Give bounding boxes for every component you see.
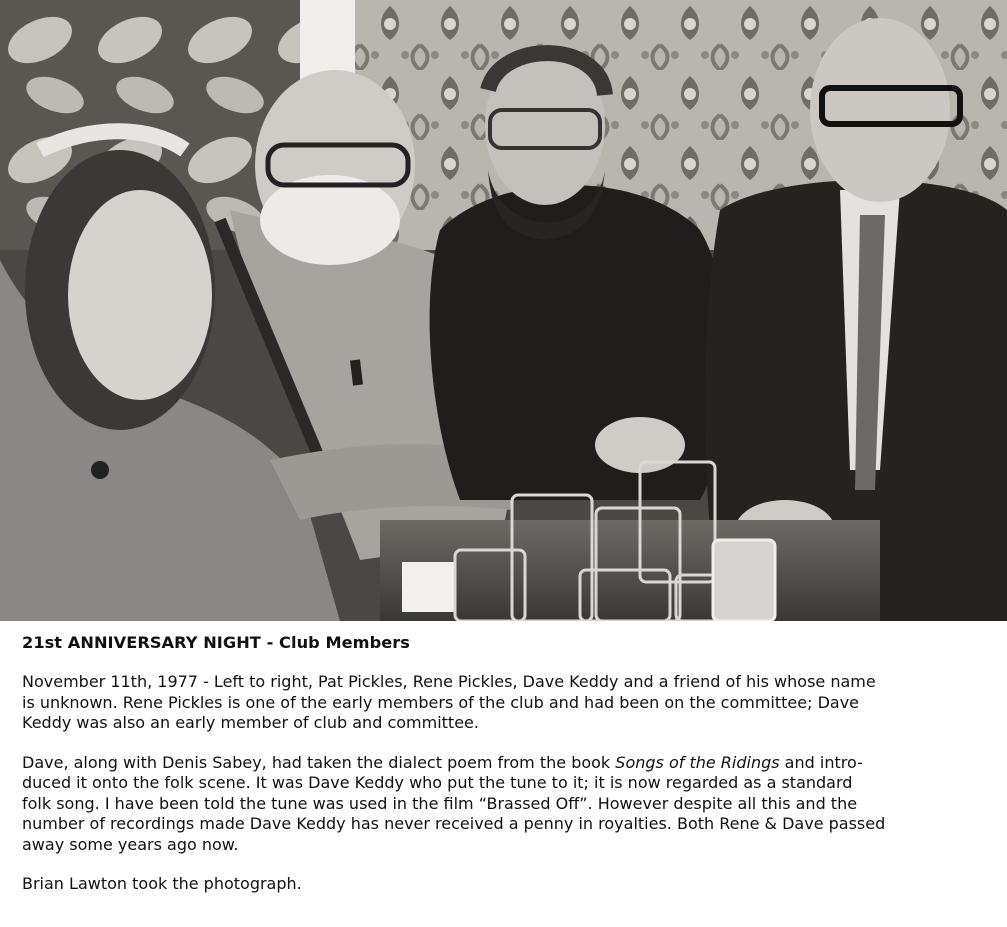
paragraph-2-line-5: away some years ago now. — [22, 834, 239, 854]
paragraph-2-line-4: number of recordings made Dave Keddy has never received a penny in royalties. Both Rene & Dave passed — [22, 814, 886, 833]
caption-paragraph-3: Brian Lawton took the photograph. — [22, 874, 302, 893]
paragraph-2-line-1-start: Dave, along with Denis Sabey, had taken the dialect poem from the book — [22, 752, 616, 772]
caption-paragraph-1 — [22, 672, 982, 734]
paragraph-2-line-1 — [22, 753, 982, 774]
paragraph-2-line-3: folk song. I have been told the tune was used in the film “Brassed Off”. However despite all this and the — [22, 793, 858, 813]
paragraph-1-line-3: Keddy was also an early member of club and committee. — [22, 713, 479, 732]
paragraph-2-line-2: duced it onto the folk scene. It was Dave Keddy who put the tune to it; it is now regarded as a standard — [22, 773, 853, 792]
caption-title: 21st ANNIVERSARY NIGHT - Club Members — [22, 633, 410, 652]
paragraph-1-line-1: November 11th, 1977 - Left to right, Pat Pickles, Rene Pickles, Dave Keddy and a friend of his whose name — [22, 672, 876, 691]
caption-paragraph-2 — [22, 753, 982, 856]
paragraph-2-line-1-end: and intro- — [779, 752, 863, 772]
book-title: Songs of the Ridings — [615, 752, 780, 772]
photo-caption — [22, 633, 982, 914]
paragraph-1-line-2: is unknown. Rene Pickles is one of the early members of the club and had been on the committee; Dave — [22, 692, 860, 712]
